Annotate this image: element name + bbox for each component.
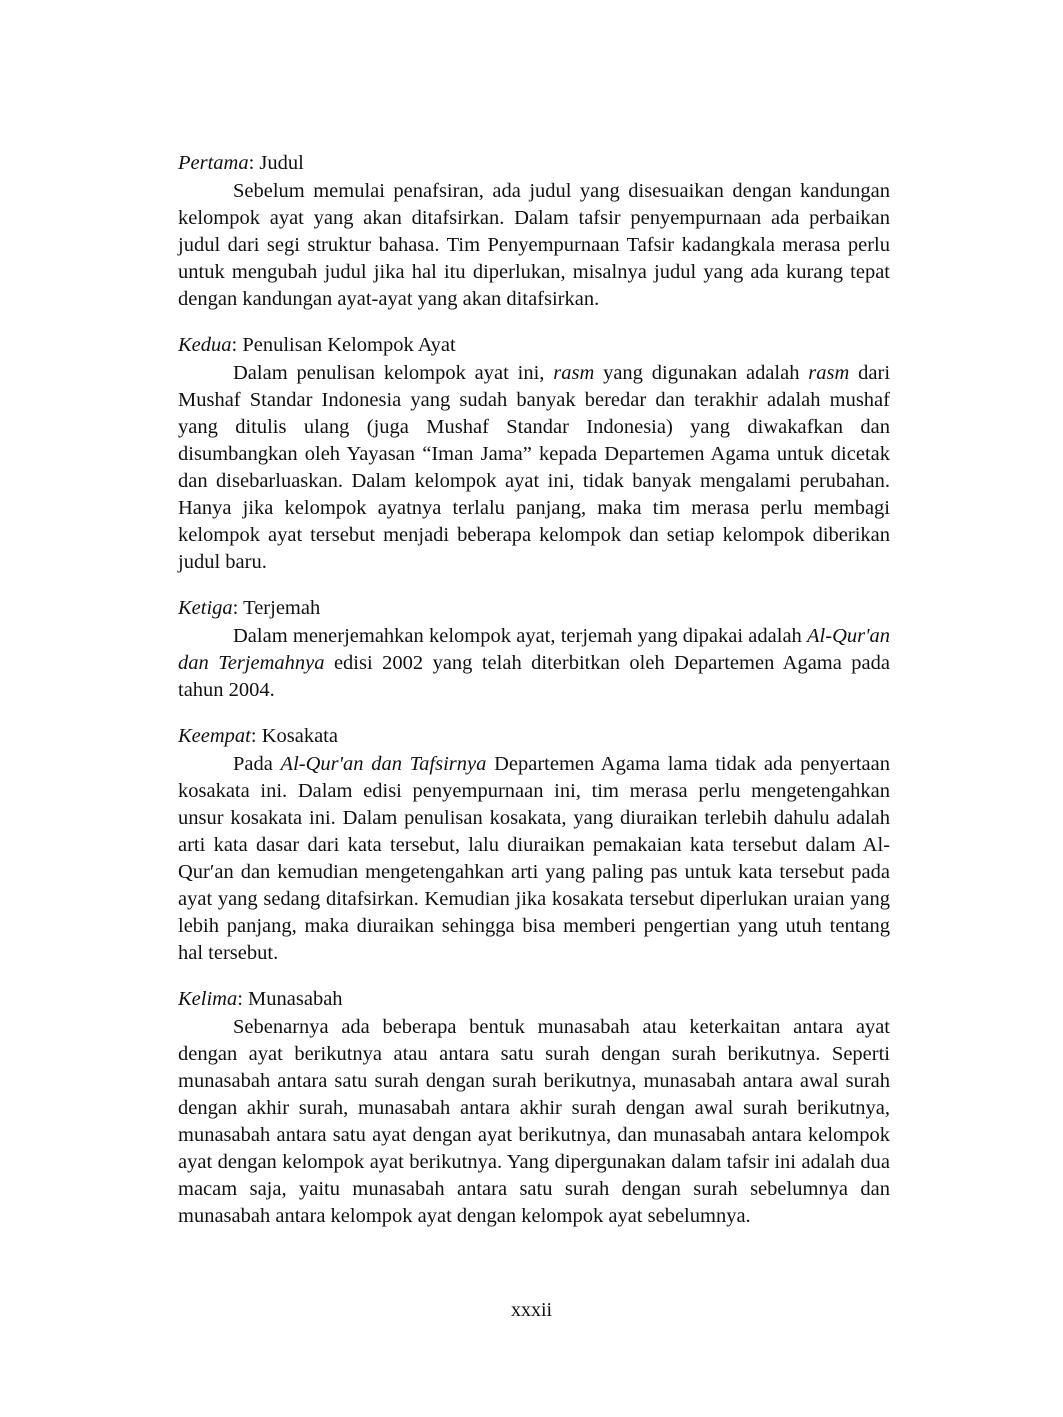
heading-term: Pertama xyxy=(178,152,249,174)
heading-rest: : Terjemah xyxy=(232,597,321,619)
heading-rest: : Judul xyxy=(248,152,304,174)
text-block xyxy=(178,150,890,1230)
heading-rest: : Penulisan Kelompok Ayat xyxy=(231,334,456,356)
section-heading xyxy=(178,332,890,359)
heading-term: Kedua xyxy=(178,334,232,356)
page-number: xxxii xyxy=(510,1299,553,1321)
heading-term: Ketiga xyxy=(178,597,233,619)
section-paragraph: Dalam menerjemahkan kelompok ayat, terjemah yang dipakai adalah Al-Qur'an dan Terjemahnya edisi 2002 yang telah diterbitkan oleh Departemen Agama pada tahun 2004. xyxy=(178,625,890,701)
section-heading xyxy=(178,723,890,750)
heading-rest: : Munasabah xyxy=(237,988,343,1010)
heading-term: Kelima xyxy=(178,988,238,1010)
section-heading xyxy=(178,986,890,1013)
section-penulisan-kelompok-ayat xyxy=(178,332,890,576)
section-judul xyxy=(178,150,890,313)
section-heading xyxy=(178,595,890,622)
section-paragraph: Pada Al-Qur'an dan Tafsirnya Departemen Agama lama tidak ada penyertaan kosakata ini. Dalam edisi penyempurnaan ini, tim merasa perlu mengetengahkan unsur kosakata ini. Dalam penulisan kosakata, yang diuraikan terlebih dahulu adalah arti kata dasar dari kata tersebut, lalu diuraikan pemakaian kata tersebut dalam Al-Qur′an dan kemudian mengetengahkan arti yang paling pas untuk kata tersebut pada ayat yang sedang ditafsirkan. Kemudian jika kosakata tersebut diperlukan uraian yang lebih panjang, maka diuraikan sehingga bisa memberi pengertian yang utuh tentang hal tersebut. xyxy=(178,753,890,964)
section-kosakata xyxy=(178,723,890,967)
heading-rest: : Kosakata xyxy=(250,725,338,747)
section-munasabah xyxy=(178,986,890,1230)
heading-term: Keempat xyxy=(178,725,251,747)
section-paragraph: Sebenarnya ada beberapa bentuk munasabah atau keterkaitan antara ayat dengan ayat berikutnya atau antara satu surah dengan surah berikutnya. Seperti munasabah antara satu surah dengan surah berikutnya, munasabah antara awal surah dengan akhir surah, munasabah antara akhir surah dengan awal surah berikutnya, munasabah antara satu ayat dengan ayat berikutnya, dan munasabah antara kelompok ayat dengan kelompok ayat berikutnya. Yang dipergunakan dalam tafsir ini adalah dua macam saja, yaitu munasabah antara satu surah dengan surah sebelumnya dan munasabah antara kelompok ayat dengan kelompok ayat sebelumnya. xyxy=(178,1016,890,1227)
section-paragraph: Sebelum memulai penafsiran, ada judul yang disesuaikan dengan kandungan kelompok ayat yang akan ditafsirkan. Dalam tafsir penyempurnaan ada perbaikan judul dari segi struktur bahasa. Tim Penyempurnaan Tafsir kadangkala merasa perlu untuk mengubah judul jika hal itu diperlukan, misalnya judul yang ada kurang tepat dengan kandungan ayat-ayat yang akan ditafsirkan. xyxy=(178,180,890,310)
section-terjemah xyxy=(178,595,890,704)
section-paragraph: Dalam penulisan kelompok ayat ini, rasm yang digunakan adalah rasm dari Mushaf Standar Indonesia yang sudah banyak beredar dan terakhir adalah mushaf yang ditulis ulang (juga Mushaf Standar Indonesia) yang diwakafkan dan disumbangkan oleh Yayasan “Iman Jama” kepada Departemen Agama untuk dicetak dan disebarluaskan. Dalam kelompok ayat ini, tidak banyak mengalami perubahan. Hanya jika kelompok ayatnya terlalu panjang, maka tim merasa perlu membagi kelompok ayat tersebut menjadi beberapa kelompok dan setiap kelompok diberikan judul baru. xyxy=(178,362,891,573)
section-heading xyxy=(178,150,890,177)
